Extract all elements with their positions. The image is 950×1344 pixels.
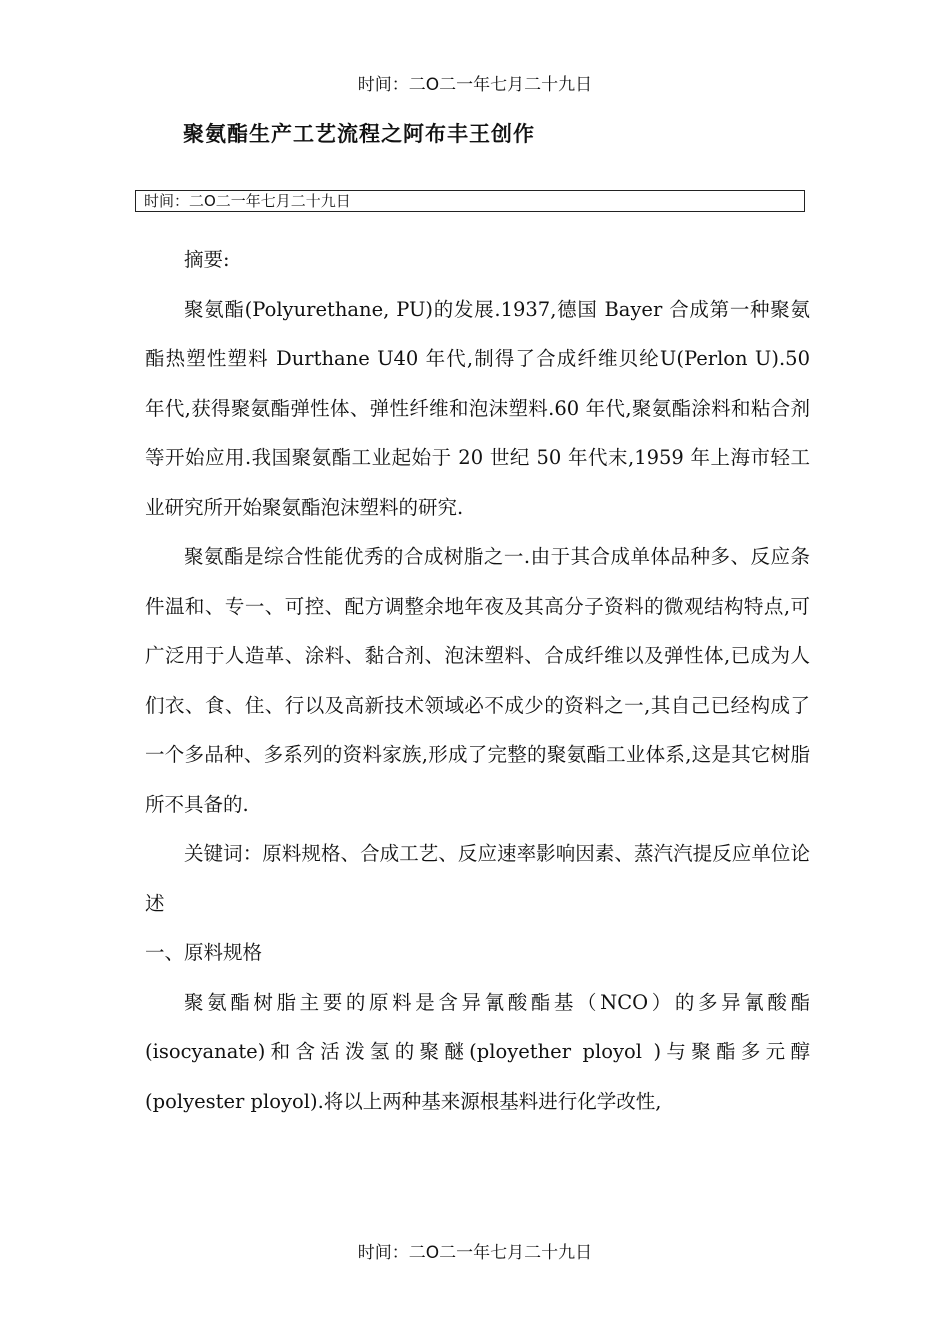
paragraph-keywords: 关键词：原料规格、合成工艺、反应速率影响因素、蒸汽汽提反应单位论述 [145, 842, 810, 915]
document-body [145, 235, 810, 1126]
page-header-date: 时间：二O二一年七月二十九日 [357, 75, 593, 95]
date-box: 时间：二O二一年七月二十九日 [135, 190, 805, 212]
paragraph-history: 聚氨酯(Polyurethane, PU)的发展.1937,德国 Bayer 合成第一种聚氨酯热塑性塑料 Durthane U40 年代,制得了合成纤维贝纶U(Perlon U).50 年代,获得聚氨酯弹性体、弹性纤维和泡沫塑料.60 年代,聚氨酯涂料和粘合剂等开始应用.我国聚氨酯工业起始于 20 世纪 50 年代末,1959 年上海市轻工业研究所开始聚氨酯泡沫塑料的研究. [145, 297, 810, 519]
paragraph-properties: 聚氨酯是综合性能优秀的合成树脂之一.由于其合成单体品种多、反应条件温和、专一、可控、配方调整余地年夜及其高分子资料的微观结构特点,可广泛用于人造革、涂料、黏合剂、泡沫塑料、合成纤维以及弹性体,已成为人们衣、食、住、行以及高新技术领域必不成少的资料之一,其自己已经构成了一个多品种、多系列的资料家族,形成了完整的聚氨酯工业体系,这是其它树脂所不具备的. [145, 545, 810, 816]
document-title: 聚氨酯生产工艺流程之阿布丰王创作 [183, 122, 535, 146]
section-heading-raw-materials: 一、原料规格 [145, 941, 263, 964]
page-footer-date: 时间：二O二一年七月二十九日 [357, 1243, 593, 1263]
abstract-label: 摘要: [184, 248, 230, 271]
paragraph-raw-materials: 聚氨酯树脂主要的原料是含异氰酸酯基（NCO）的多异氰酸酯(isocyanate)和含活泼氢的聚醚(ployether ployol )与聚酯多元醇(polyester ployol).将以上两种基来源根基料进行化学改性, [145, 990, 810, 1113]
